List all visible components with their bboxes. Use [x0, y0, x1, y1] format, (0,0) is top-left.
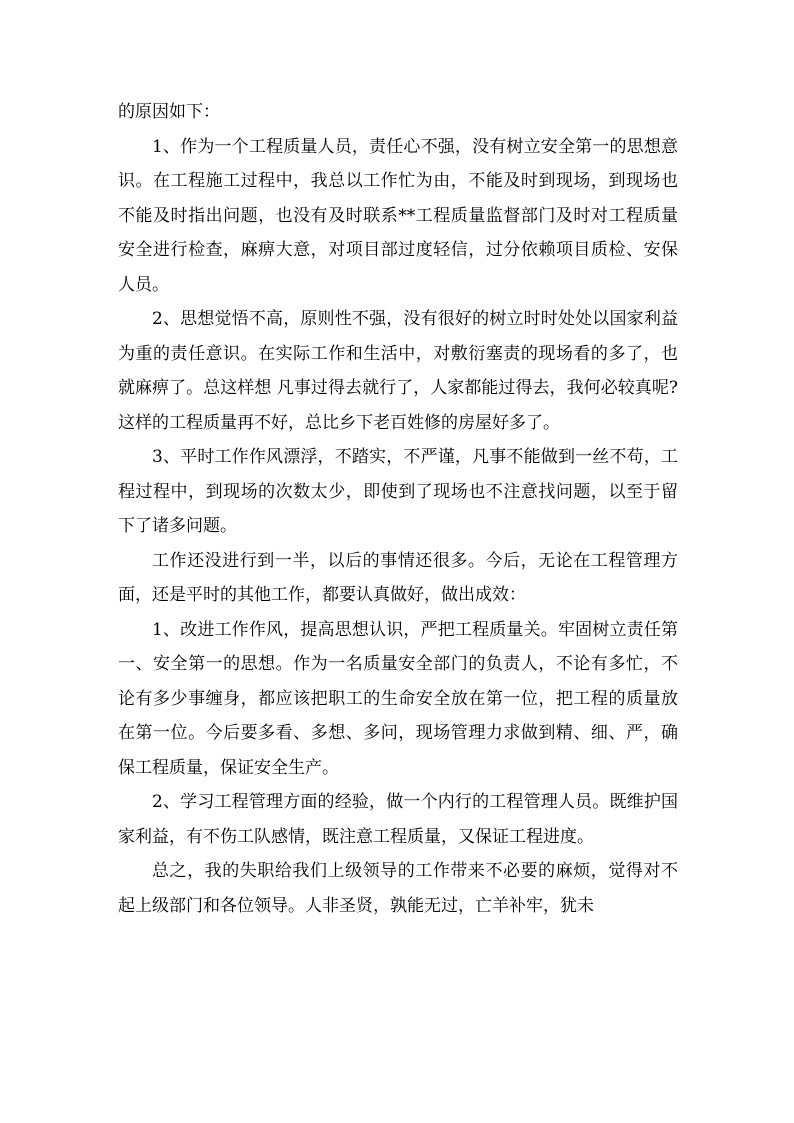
paragraph-future-intro: 工作还没进行到一半，以后的事情还很多。今后，无论在工程管理方面，还是平时的其他工作，都要认真做好，做出成效：: [118, 550, 678, 605]
paragraph-reason-intro: 的原因如下：: [118, 102, 220, 122]
document-page: [118, 95, 678, 923]
paragraph-improvement-1: 1、改进工作作风，提高思想认识，严把工程质量关。牢固树立责任第一、安全第一的思想。作为一名质量安全部门的负责人，不论有多忙，不论有多少事缠身，都应该把职工的生命安全放在第一位，把工程的质量放在第一位。今后要多看、多想、多问，现场管理力求做到精、细、严，确保工程质量，保证安全生产。: [118, 619, 678, 778]
paragraph-reason-3: 3、平时工作作风漂浮，不踏实，不严谨，凡事不能做到一丝不苟，工程过程中，到现场的次数太少，即使到了现场也不注意找问题，以至于留下了诸多问题。: [118, 447, 678, 536]
paragraph-improvement-2: 2、学习工程管理方面的经验，做一个内行的工程管理人员。既维护国家利益，有不伤工队感情，既注意工程质量，又保证工程进度。: [118, 792, 678, 847]
paragraph-reason-1: 1、作为一个工程质量人员，责任心不强，没有树立安全第一的思想意识。在工程施工过程中，我总以工作忙为由，不能及时到现场，到现场也不能及时指出问题，也没有及时联系**工程质量监督部门及时对工程质量安全进行检查，麻痹大意，对项目部过度轻信，过分依赖项目质检、安保人员。: [118, 136, 678, 295]
paragraph-conclusion: 总之，我的失职给我们上级领导的工作带来不必要的麻烦，觉得对不起上级部门和各位领导。人非圣贤，孰能无过，亡羊补牢，犹未: [118, 861, 678, 916]
paragraph-reason-2: 2、思想觉悟不高，原则性不强，没有很好的树立时时处处以国家利益为重的责任意识。在实际工作和生活中，对敷衍塞责的现场看的多了，也就麻痹了。总这样想 凡事过得去就行了，人家都能过得去，我何必较真呢?这样的工程质量再不好，总比乡下老百姓修的房屋好多了。: [118, 309, 678, 433]
